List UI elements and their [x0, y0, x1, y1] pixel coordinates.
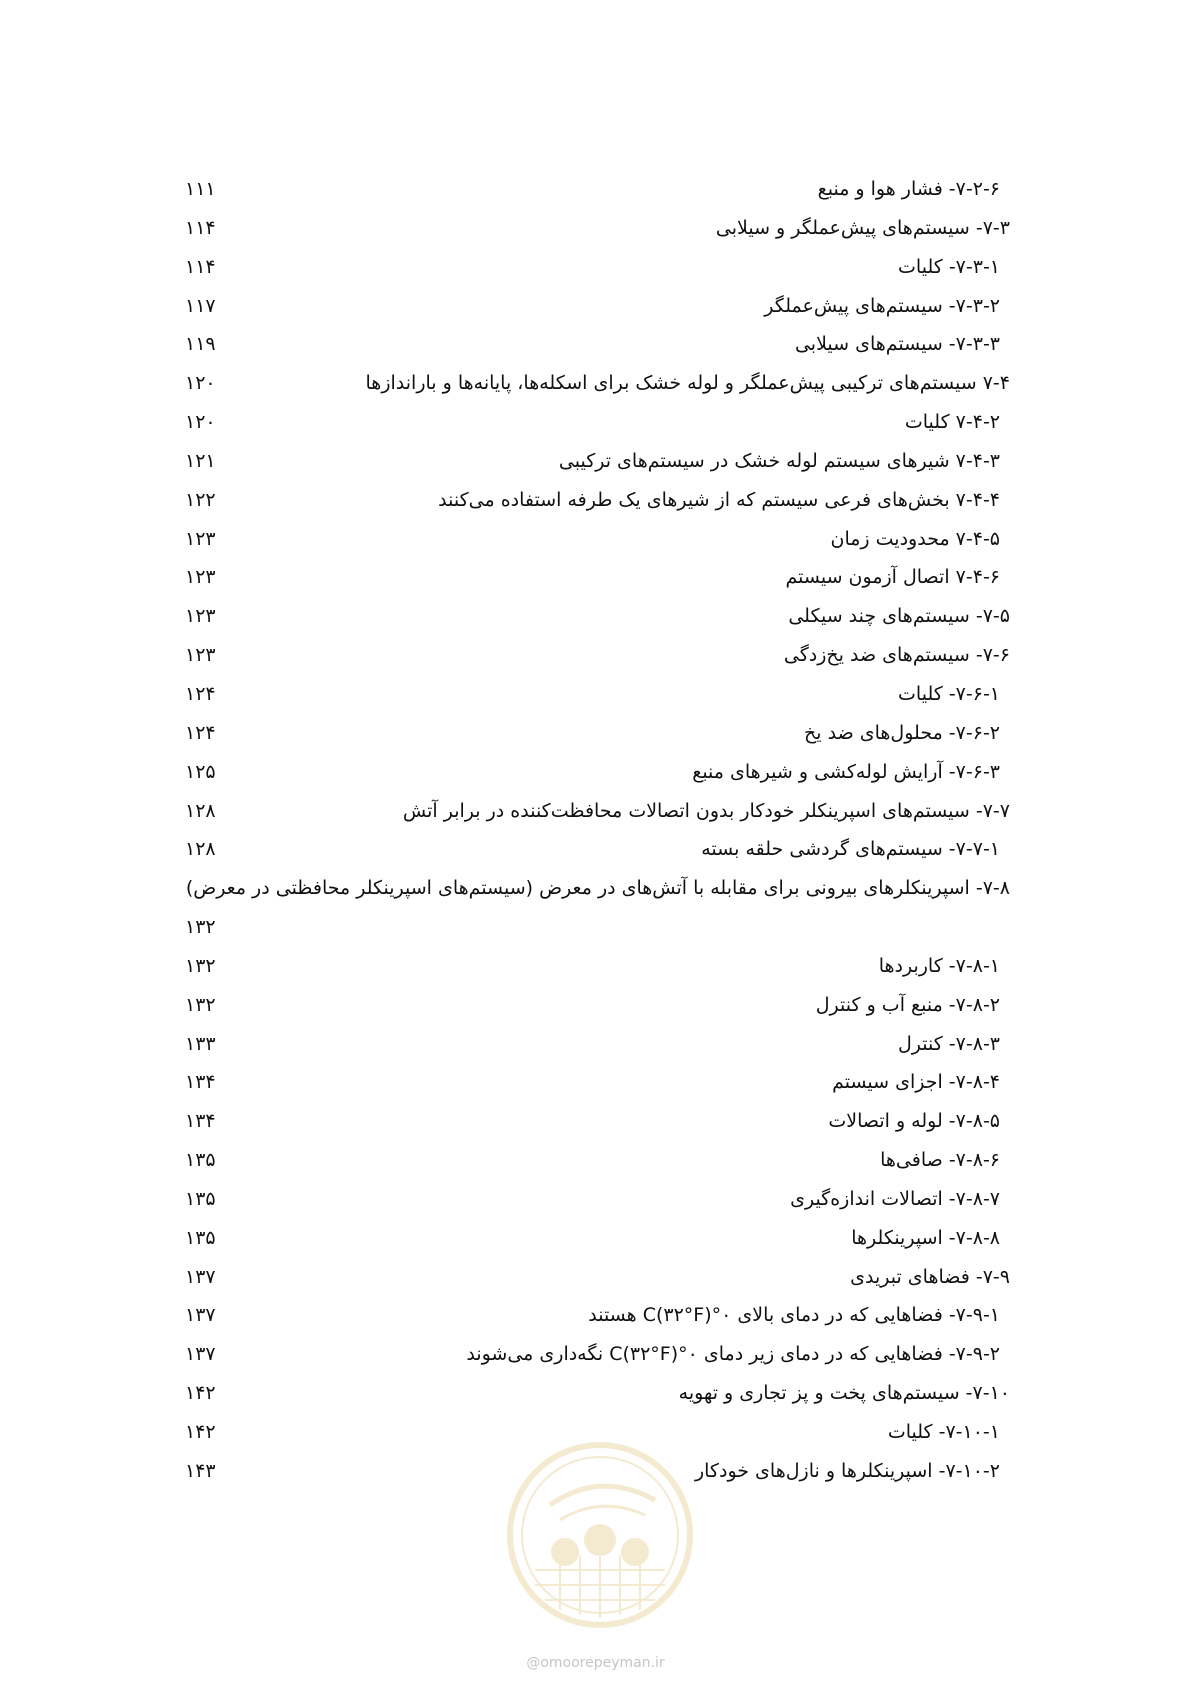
toc-entry-page: ۱۱۷: [185, 294, 216, 317]
toc-entry-page: ۱۱۱: [185, 178, 216, 200]
toc-entry[interactable]: [185, 947, 1010, 986]
toc-entry[interactable]: [185, 1374, 1010, 1413]
toc-entry-page: ۱۳۲: [185, 993, 216, 1016]
watermark-logo: [505, 1440, 695, 1630]
toc-entry-page: ۱۲۳: [185, 644, 216, 667]
toc-entry-page: ۱۲۴: [185, 682, 216, 705]
toc-entry-page: ۱۲۳: [185, 527, 216, 550]
toc-entry-page: ۱۱۹: [185, 333, 216, 356]
toc-entry-title: ۷-۱۰-۱- کلیات: [887, 1421, 1000, 1443]
toc-entry-title: ۷-۱۰-۲- اسپرینکلرها و نازل‌های خودکار: [694, 1459, 1000, 1482]
toc-entry-title: ۷-۳-۱- کلیات: [898, 255, 1000, 278]
toc-entry[interactable]: [185, 830, 1010, 869]
toc-entry-page: ۱۳۷: [185, 1343, 216, 1366]
toc-entry-page: ۱۱۴: [185, 255, 216, 278]
toc-entry-title: ۷-۷-۱- سیستم‌های گردشی حلقه بسته: [701, 838, 1000, 861]
toc-entry[interactable]: [185, 1180, 1010, 1219]
toc-entry-page: ۱۲۸: [185, 838, 216, 861]
toc-entry-title: ۷-۴-۳ شیرهای سیستم لوله خشک در سیستم‌های ترکیبی: [558, 449, 1000, 472]
toc-entry[interactable]: [185, 325, 1010, 364]
toc-entry[interactable]: [185, 209, 1010, 248]
toc-entry-title: ۷-۸-۲- منبع آب و کنترل: [815, 993, 1000, 1016]
toc-entry-page: ۱۳۴: [185, 1110, 216, 1133]
toc-entry[interactable]: [185, 636, 1010, 675]
table-of-contents: [185, 170, 1010, 1491]
toc-entry-page: ۱۲۳: [185, 605, 216, 628]
toc-entry-page: ۱۳۷: [185, 1304, 216, 1327]
toc-entry[interactable]: [185, 675, 1010, 714]
toc-entry[interactable]: [185, 753, 1010, 792]
toc-entry-page: ۱۳۲: [185, 916, 216, 939]
toc-entry[interactable]: [185, 364, 1010, 403]
toc-entry-page: ۱۳۵: [185, 1187, 216, 1210]
toc-entry-title: ۷-۸-۶- صافی‌ها: [880, 1149, 1000, 1172]
toc-entry-title: ۷-۷- سیستم‌های اسپرینکلر خودکار بدون اتصالات محافظت‌کننده در برابر آتش: [402, 799, 1010, 822]
toc-entry-page: ۱۳۵: [185, 1149, 216, 1172]
toc-entry-title: ۷-۸-۴- اجزای سیستم: [832, 1071, 1000, 1094]
toc-entry[interactable]: [185, 170, 1010, 209]
toc-entry[interactable]: [185, 1141, 1010, 1180]
toc-entry-title: ۷-۱۰- سیستم‌های پخت و پز تجاری و تهویه: [678, 1382, 1010, 1405]
toc-entry[interactable]: [185, 1102, 1010, 1141]
toc-entry-page: ۱۲۳: [185, 566, 216, 589]
toc-entry-title: ۷-۴-۶ اتصال آزمون سیستم: [785, 566, 1000, 589]
toc-entry[interactable]: [185, 1025, 1010, 1064]
toc-entry-page: ۱۳۳: [185, 1032, 216, 1055]
toc-entry-title: ۷-۸- اسپرینکلرهای بیرونی برای مقابله با آتش‌های در معرض (سیستم‌های اسپرینکلر محافظتی در معرض): [185, 877, 1010, 900]
toc-entry-title: ۷-۸-۳- کنترل: [897, 1032, 1000, 1055]
toc-entry-page: ۱۲۵: [185, 760, 216, 783]
toc-entry-page: ۱۴۲: [185, 1382, 216, 1405]
toc-entry-title: ۷-۸-۵- لوله و اتصالات: [828, 1110, 1000, 1133]
toc-entry[interactable]: [185, 1335, 1010, 1374]
toc-entry-title: ۷-۳-۳- سیستم‌های سیلابی: [794, 333, 1000, 356]
toc-entry-title: ۷-۵- سیستم‌های چند سیکلی: [788, 605, 1010, 628]
toc-entry[interactable]: [185, 1258, 1010, 1297]
toc-entry[interactable]: [185, 986, 1010, 1025]
toc-entry-title: ۷-۳-۲- سیستم‌های پیش‌عملگر: [764, 294, 1000, 317]
toc-entry[interactable]: [185, 520, 1010, 559]
watermark-site: @omoorepeyman.ir: [526, 1655, 665, 1671]
toc-entry-page: ۱۲۸: [185, 799, 216, 822]
toc-entry[interactable]: [185, 597, 1010, 636]
toc-entry-title: ۷-۹-۱- فضاهایی که در دمای بالای ۰°C(۳۲°F) هستند: [588, 1304, 1000, 1327]
toc-entry[interactable]: [185, 287, 1010, 326]
toc-entry-title: ۷-۸-۱- کاربردها: [878, 954, 1000, 977]
toc-entry[interactable]: [185, 481, 1010, 520]
toc-entry-page: ۱۲۰: [185, 372, 216, 395]
toc-entry[interactable]: [185, 558, 1010, 597]
toc-entry-page: ۱۱۴: [185, 216, 216, 239]
toc-entry-title: ۷-۳- سیستم‌های پیش‌عملگر و سیلابی: [715, 216, 1010, 239]
toc-entry[interactable]: [185, 403, 1010, 442]
toc-entry-title: ۷-۲-۶- فشار هوا و منبع: [817, 178, 1000, 200]
toc-entry-title: ۷-۴-۵ محدودیت زمان: [830, 527, 1000, 550]
toc-entry-title: ۷-۹- فضاهای تبریدی: [850, 1265, 1010, 1288]
toc-entry[interactable]: [185, 1296, 1010, 1335]
toc-entry[interactable]: [185, 248, 1010, 287]
toc-entry-title: ۷-۶-۲- محلول‌های ضد یخ: [804, 721, 1000, 744]
toc-entry-title: ۷-۴-۴ بخش‌های فرعی سیستم که از شیرهای یک طرفه استفاده می‌کنند: [438, 488, 1000, 511]
toc-entry[interactable]: [185, 869, 1010, 947]
toc-entry[interactable]: [185, 714, 1010, 753]
toc-entry-page: ۱۳۵: [185, 1226, 216, 1249]
toc-entry-title: ۷-۴-۲ کلیات: [904, 411, 1000, 434]
toc-entry-page: ۱۳۴: [185, 1071, 216, 1094]
toc-entry[interactable]: [185, 442, 1010, 481]
toc-entry[interactable]: [185, 1219, 1010, 1258]
toc-entry-title: ۷-۶-۳- آرایش لوله‌کشی و شیرهای منبع: [692, 760, 1000, 783]
toc-entry-page: ۱۳۷: [185, 1265, 216, 1288]
toc-entry-title: ۷-۸-۸- اسپرینکلرها: [851, 1226, 1000, 1249]
toc-entry[interactable]: [185, 792, 1010, 831]
toc-entry-page: ۱۲۲: [185, 488, 216, 511]
toc-entry-page: ۱۴۳: [185, 1459, 216, 1482]
toc-entry[interactable]: [185, 1063, 1010, 1102]
toc-entry-title: ۷-۶-۱- کلیات: [898, 682, 1000, 705]
toc-entry-page: ۱۲۰: [185, 411, 216, 434]
toc-entry-title: ۷-۶- سیستم‌های ضد یخ‌زدگی: [783, 644, 1010, 667]
toc-entry-page: ۱۲۱: [185, 449, 216, 472]
toc-entry-page: ۱۲۴: [185, 721, 216, 744]
toc-entry-page: ۱۳۲: [185, 954, 216, 977]
toc-entry-title: ۷-۹-۲- فضاهایی که در دمای زیر دمای ۰°C(۳۲°F) نگه‌داری می‌شوند: [466, 1343, 1000, 1366]
toc-entry-title: ۷-۸-۷- اتصالات اندازه‌گیری: [790, 1187, 1000, 1210]
toc-entry-title: ۷-۴ سیستم‌های ترکیبی پیش‌عملگر و لوله خشک برای اسکله‌ها، پایانه‌ها و باراندازها: [365, 372, 1010, 395]
toc-entry-page: ۱۴۲: [185, 1421, 216, 1443]
